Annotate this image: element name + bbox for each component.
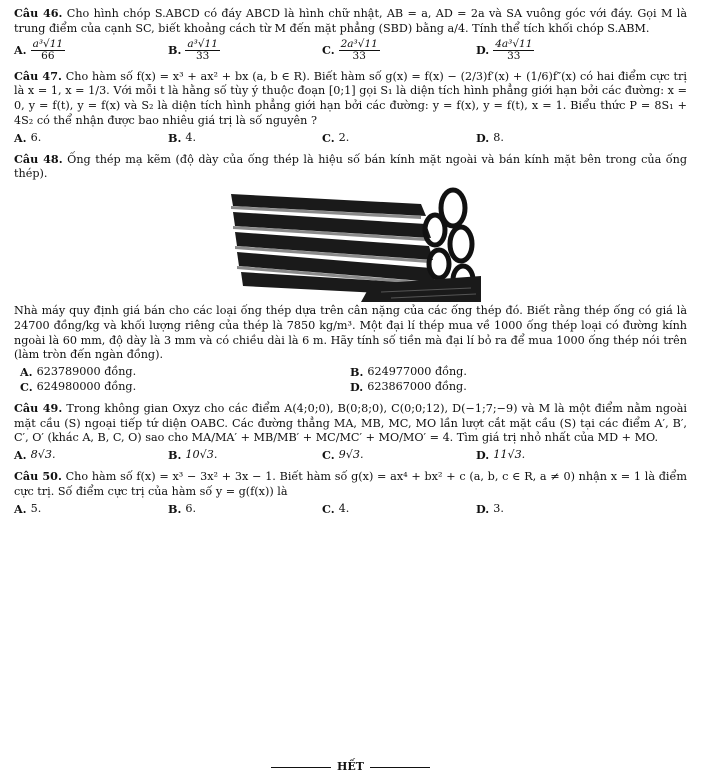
answer-options: [14, 502, 687, 517]
divider: [370, 767, 430, 768]
question-stem: Cho hàm số f(x) = x³ + ax² + bx (a, b ∈ R). Biết hàm số g(x) = f(x) − (2/3)f′(x) + (1/6)f″(x) có hai điểm cực trị là x = 1, x = 1/3. Với mỗi t là hằng số tùy ý thuộc đoạn [0;1] gọi S₁ là diện tích hình phẳng giới hạn bởi các đường: x = 0, y = f(t), y = f(x) và S₂ là diện tích hình phẳng giới hạn bởi các đường: y = f(x), y = f(t), x = 1. Biểu thức P = 8S₁ + 4S₂ có thể nhận được bao nhiêu giá trị là số nguyên ?: [14, 69, 687, 127]
option-c[interactable]: C. 4.: [322, 501, 350, 516]
question-body: Nhà máy quy định giá bán cho các loại ống thép dựa trên cân nặng của các ống thép đó. Biết rằng thép ống có giá là 24700 đồng/kg và khối lượng riêng của thép là 7850 kg/m³. Một đại lí thép mua về 1000 ống thép loại có đường kính ngoài là 60 mm, độ dày là 3 mm và có chiều dài là 6 m. Hãy tính số tiền mà đại lí bỏ ra để mua 1000 ống thép nói trên (làm tròn đến ngàn đồng).: [14, 304, 687, 362]
option-c[interactable]: C. $\frac{\text{2a³√11}}{33}$: [322, 37, 378, 63]
answer-options: [14, 365, 687, 395]
question-number: Câu 48.: [14, 151, 63, 166]
option-a[interactable]: A. 8√3.: [14, 448, 56, 463]
divider: [271, 767, 331, 768]
question-stem: Cho hàm số f(x) = x³ − 3x² + 3x − 1. Biết hàm số g(x) = ax⁴ + bx² + c (a, b, c ∈ R, a ≠ 0) nhận x = 1 là điểm cực trị. Số điểm cực trị của hàm số y = g(f(x)) là: [14, 469, 687, 498]
question-stem: Cho hình chóp S.ABCD có đáy ABCD là hình chữ nhật, AB = a, AD = 2a và SA vuông góc với đáy. Gọi M là trung điểm của cạnh SC, biết khoảng cách từ M đến mặt phẳng (SBD) bằng a/4. Tính thể tích khối chóp S.ABM.: [14, 7, 687, 35]
question-49: [14, 401, 687, 463]
option-b[interactable]: B. 624977000 đồng.: [350, 365, 467, 380]
question-number: Câu 46.: [14, 6, 63, 20]
question-number: Câu 50.: [14, 468, 62, 483]
option-a[interactable]: A. 6.: [14, 130, 42, 145]
steel-pipes-image: [14, 184, 687, 302]
answer-options: [14, 448, 687, 463]
end-marker: [0, 760, 701, 775]
option-b[interactable]: B. $\frac{\text{a³√11}}{33}$: [168, 37, 218, 63]
option-a[interactable]: A. 623789000 đồng.: [20, 365, 137, 380]
option-b[interactable]: B. 4.: [168, 130, 197, 145]
question-stem: Trong không gian Oxyz cho các điểm A(4;0;0), B(0;8;0), C(0;0;12), D(−1;7;−9) và M là một điểm nằm ngoài mặt cầu (S) ngoại tiếp tứ diện OABC. Các đường thẳng MA, MB, MC, MO lần lượt cắt mặt cầu (S) tại các điểm A′, B′, C′, O′ (khác A, B, C, O) sao cho MA/MA′ + MB/MB′ + MC/MC′ + MO/MO′ = 4. Tìm giá trị nhỏ nhất của MD + MO.: [14, 401, 687, 445]
option-c[interactable]: C. 9√3.: [322, 448, 364, 463]
end-text: HẾT: [337, 760, 364, 773]
option-c[interactable]: C. 624980000 đồng.: [20, 380, 137, 395]
question-number: Câu 47.: [14, 68, 62, 83]
option-b[interactable]: B. 6.: [168, 501, 197, 516]
question-48: [14, 152, 687, 395]
answer-options: [14, 39, 687, 63]
option-d[interactable]: D. 3.: [476, 501, 504, 516]
option-a[interactable]: A. $\frac{\text{a³√11}}{66}$: [14, 37, 64, 63]
question-47: [14, 69, 687, 146]
answer-options: [14, 131, 687, 146]
question-stem: Ống thép mạ kẽm (độ dày của ống thép là hiệu số bán kính mặt ngoài và bán kính mặt bên trong của ống thép).: [14, 152, 687, 181]
option-b[interactable]: B. 10√3.: [168, 448, 218, 463]
option-a[interactable]: A. 5.: [14, 501, 42, 516]
question-number: Câu 49.: [14, 400, 63, 415]
option-d[interactable]: D. 623867000 đồng.: [350, 380, 467, 395]
question-46: [14, 6, 687, 63]
option-d[interactable]: D. $\frac{\text{4a³√11}}{33}$: [476, 37, 533, 63]
option-d[interactable]: D. 8.: [476, 130, 504, 145]
question-50: [14, 469, 687, 516]
option-d[interactable]: D. 11√3.: [476, 448, 526, 463]
option-c[interactable]: C. 2.: [322, 130, 350, 145]
steel-pipes-illustration: [221, 184, 481, 302]
